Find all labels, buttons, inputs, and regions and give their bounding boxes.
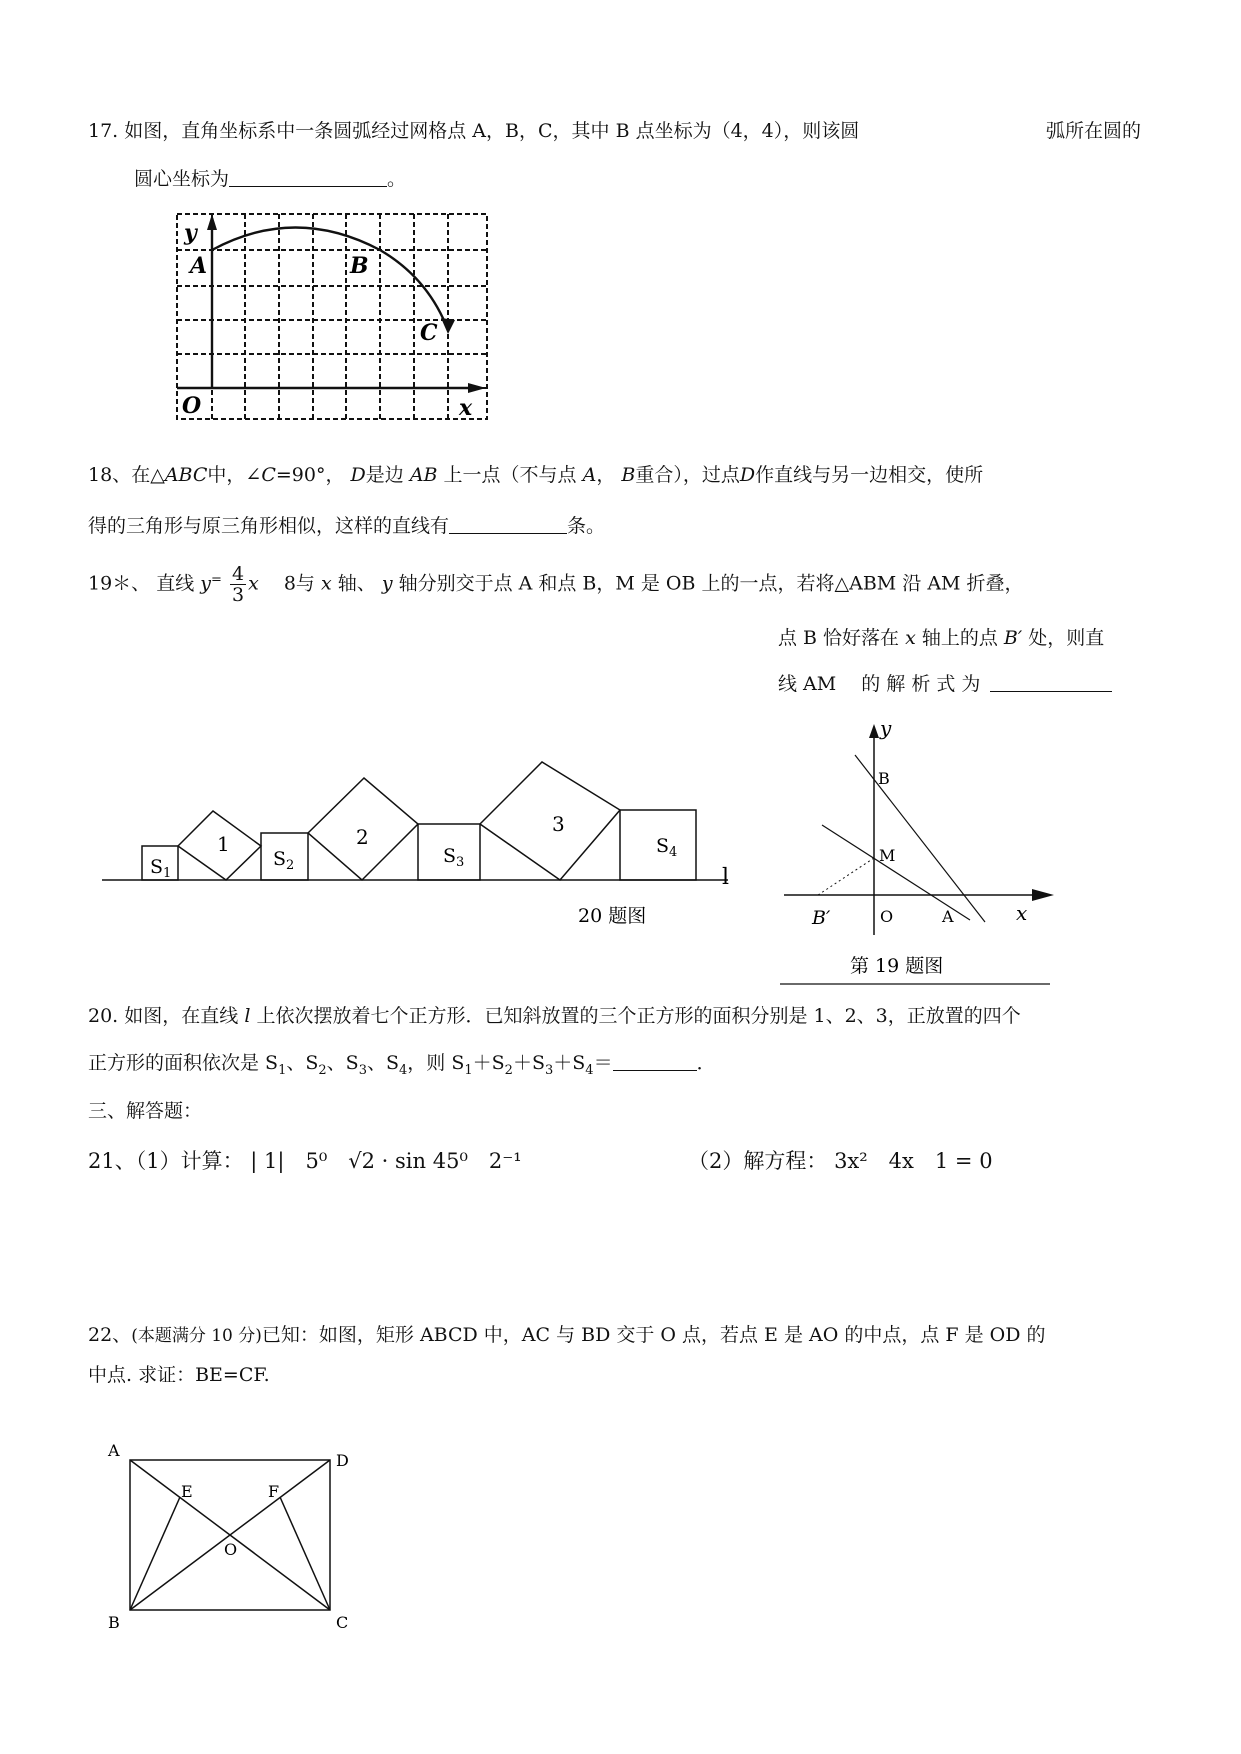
- q19-label-y: y: [880, 720, 892, 740]
- q18-text-4: 是边: [365, 464, 404, 486]
- q20-line2: 正方形的面积依次是 $S_1$、$S_2$、$S_3$、$S_4$，则 $S_1+S_2+S_3+S_4=$ ．: [88, 1052, 716, 1078]
- q19-var-y: y: [200, 572, 212, 595]
- q18-text-5: 上一点（不与点: [443, 464, 577, 486]
- q22-line2: 中点. 求证：BE=CF.: [88, 1364, 270, 1386]
- q17-label-c: C: [420, 320, 438, 346]
- q19-text-2: 8与: [283, 572, 315, 595]
- q22-label-f: F: [268, 1482, 280, 1501]
- q17-label-y: y: [184, 220, 197, 246]
- q21-line: [88, 1148, 522, 1174]
- q18-triangle-abc: ABC: [164, 464, 208, 486]
- q19-text-5: 点 B 恰好落在: [778, 627, 900, 649]
- q20-figure: [100, 748, 750, 938]
- q19-label-x: x: [1016, 901, 1028, 925]
- q18-number: 18、: [88, 464, 132, 486]
- q20-var-l: l: [244, 1005, 251, 1027]
- q19-caption: 第 19 题图: [850, 955, 944, 977]
- q22-figure: [100, 1440, 370, 1640]
- q22-label-b: B: [108, 1613, 120, 1632]
- q22-text-1: 已知：如图，矩形 ABCD 中，AC 与 BD 交于 O 点，若点 E 是 AO 的中点，点 F 是 OD 的: [261, 1324, 1046, 1346]
- q17-figure: [170, 210, 500, 430]
- q19-answer-blank[interactable]: [990, 673, 1112, 692]
- q19-text-3: 轴、: [337, 572, 376, 595]
- q19-line2: [778, 625, 1104, 651]
- q20-caption: 20 题图: [578, 905, 647, 927]
- q19-text-7: 处，则直: [1028, 627, 1105, 649]
- q21-part1-label: （1）计算：: [135, 1149, 244, 1173]
- q17-line1: [88, 118, 859, 144]
- q19-frac-num: 4: [231, 563, 245, 585]
- q20-label-s1: $S_1$: [150, 856, 172, 881]
- q18-text-2: 中，∠: [207, 464, 262, 486]
- q19-text-1: 直线: [156, 572, 195, 595]
- q19-var-x2: x: [320, 572, 332, 595]
- q19-line3: [778, 671, 1112, 697]
- q22-label-o: O: [224, 1540, 238, 1559]
- q21-part2-label: （2）解方程：: [688, 1149, 828, 1173]
- q19-label-bprime: B′: [812, 907, 831, 929]
- q20-line1: [88, 1003, 1021, 1029]
- q20-label-l: l: [722, 865, 730, 890]
- q22-number: 22、: [88, 1324, 132, 1346]
- q17-text-2-end: 。: [387, 168, 407, 190]
- q22-label-c: C: [336, 1613, 349, 1632]
- q21-number: 21、: [88, 1149, 136, 1173]
- q18-side-ab: AB: [409, 464, 438, 486]
- q20-number: 20.: [88, 1005, 119, 1027]
- q19-number: 19＊、: [88, 572, 151, 595]
- section3-title: 三、解答题：: [88, 1100, 203, 1122]
- q20-text-2: 上依次摆放着七个正方形．已知斜放置的三个正方形的面积分别是 1、2、3，正放置的四个: [256, 1005, 1021, 1027]
- q17-label-x: x: [459, 395, 473, 421]
- q19-equals: =: [211, 572, 222, 588]
- q18-line1: [88, 462, 983, 488]
- q19-dotted-bprime-m: [818, 858, 874, 895]
- q19-point-bprime: B′: [1003, 627, 1023, 649]
- q19-label-o: O: [880, 907, 894, 926]
- q18-point-d: D: [350, 464, 366, 486]
- q17-line2: [134, 166, 406, 192]
- q22-segment-cf: [280, 1497, 330, 1610]
- q19-line-am: [822, 825, 970, 920]
- q20-answer-blank[interactable]: [613, 1052, 697, 1071]
- q19-fraction: [230, 564, 246, 605]
- q18-text-3: =90°，: [275, 464, 345, 486]
- q20-text-5: ＝: [593, 1052, 613, 1074]
- q19-y-arrow: [869, 724, 879, 738]
- q19-label-m: M: [879, 846, 896, 865]
- q20-label-s3: $S_3$: [443, 845, 465, 870]
- q19-line1: [88, 564, 1024, 605]
- q19-text-4: 轴分别交于点 A 和点 B，M 是 OB 上的一点，若将△ABM 沿 AM 折叠，: [398, 572, 1024, 595]
- q18-point-d2: D: [739, 464, 756, 486]
- q20-label-1: 1: [217, 832, 230, 856]
- q18-text-6: ，: [596, 464, 616, 486]
- q17-number: 17.: [88, 120, 119, 142]
- q17-answer-blank[interactable]: [229, 168, 387, 187]
- q20-text-4: ，则 S: [407, 1052, 465, 1074]
- q17-arc-arrow: [441, 318, 455, 334]
- q18-text-8: 作直线与另一边相交，使所: [755, 464, 984, 486]
- q17-text-1: 如图，直角坐标系中一条圆弧经过网格点 A，B，C，其中 B 点坐标为（4，4），则该圆: [124, 120, 860, 142]
- q22-label-d: D: [336, 1451, 349, 1470]
- q18-text-9: 得的三角形与原三角形相似，这样的直线有: [88, 515, 450, 537]
- q20-square-3: [480, 762, 620, 880]
- q19-label-a: A: [942, 907, 954, 926]
- q20-label-2: 2: [356, 825, 369, 849]
- q18-line2: [88, 513, 605, 539]
- q21-part2: [688, 1148, 993, 1174]
- q22-segment-be: [130, 1497, 180, 1610]
- q19-text-6: 轴上的点: [921, 627, 998, 649]
- q20-label-s2: $S_2$: [273, 848, 295, 873]
- q19-var-x3: x: [905, 627, 916, 649]
- q17-label-b: B: [350, 253, 369, 279]
- q22-label-e: E: [181, 1482, 193, 1501]
- q18-answer-blank[interactable]: [449, 515, 567, 534]
- q20-text-6: ．: [696, 1052, 716, 1074]
- q21-part2-expression: 3x² 4x 1 = 0: [834, 1149, 993, 1173]
- q18-text-1: 在△: [131, 464, 165, 486]
- q20-text-3: 正方形的面积依次是 S: [88, 1052, 279, 1074]
- q17-y-arrow: [207, 214, 217, 230]
- q18-text-7: 重合），过点: [635, 464, 740, 486]
- q22-score: (本题满分 10 分): [131, 1326, 262, 1346]
- q18-text-10: 条。: [567, 515, 606, 537]
- q17-label-a: A: [190, 253, 208, 279]
- q19-var-y2: y: [381, 572, 393, 595]
- q20-label-3: 3: [552, 812, 565, 836]
- q17-x-arrow: [468, 383, 486, 393]
- q18-angle-c: C: [261, 464, 276, 486]
- q19-x-arrow: [1032, 889, 1054, 901]
- q17-arc: [212, 228, 448, 331]
- q21-part1-expression: | 1| 5⁰ √2 · sin 45⁰ 2⁻¹: [250, 1149, 522, 1173]
- q19-label-b: B: [878, 769, 890, 788]
- q17-line1-tail: 弧所在圆的: [1046, 120, 1142, 142]
- q19-text-8: 线 AM 的 解 析 式 为: [778, 673, 981, 695]
- q19-var-x: x: [248, 572, 259, 595]
- q18-point-a: A: [582, 464, 597, 486]
- q22-label-a: A: [108, 1441, 120, 1460]
- q22-line1: [88, 1322, 1046, 1349]
- q17-text-2: 圆心坐标为: [134, 168, 230, 190]
- q17-label-o: O: [182, 393, 202, 419]
- q19-figure: [770, 720, 1070, 990]
- q20-text-1: 如图，在直线: [124, 1005, 239, 1027]
- q18-point-b: B: [621, 464, 636, 486]
- q20-label-s4: $S_4$: [656, 835, 678, 860]
- q19-frac-den: 3: [231, 584, 245, 606]
